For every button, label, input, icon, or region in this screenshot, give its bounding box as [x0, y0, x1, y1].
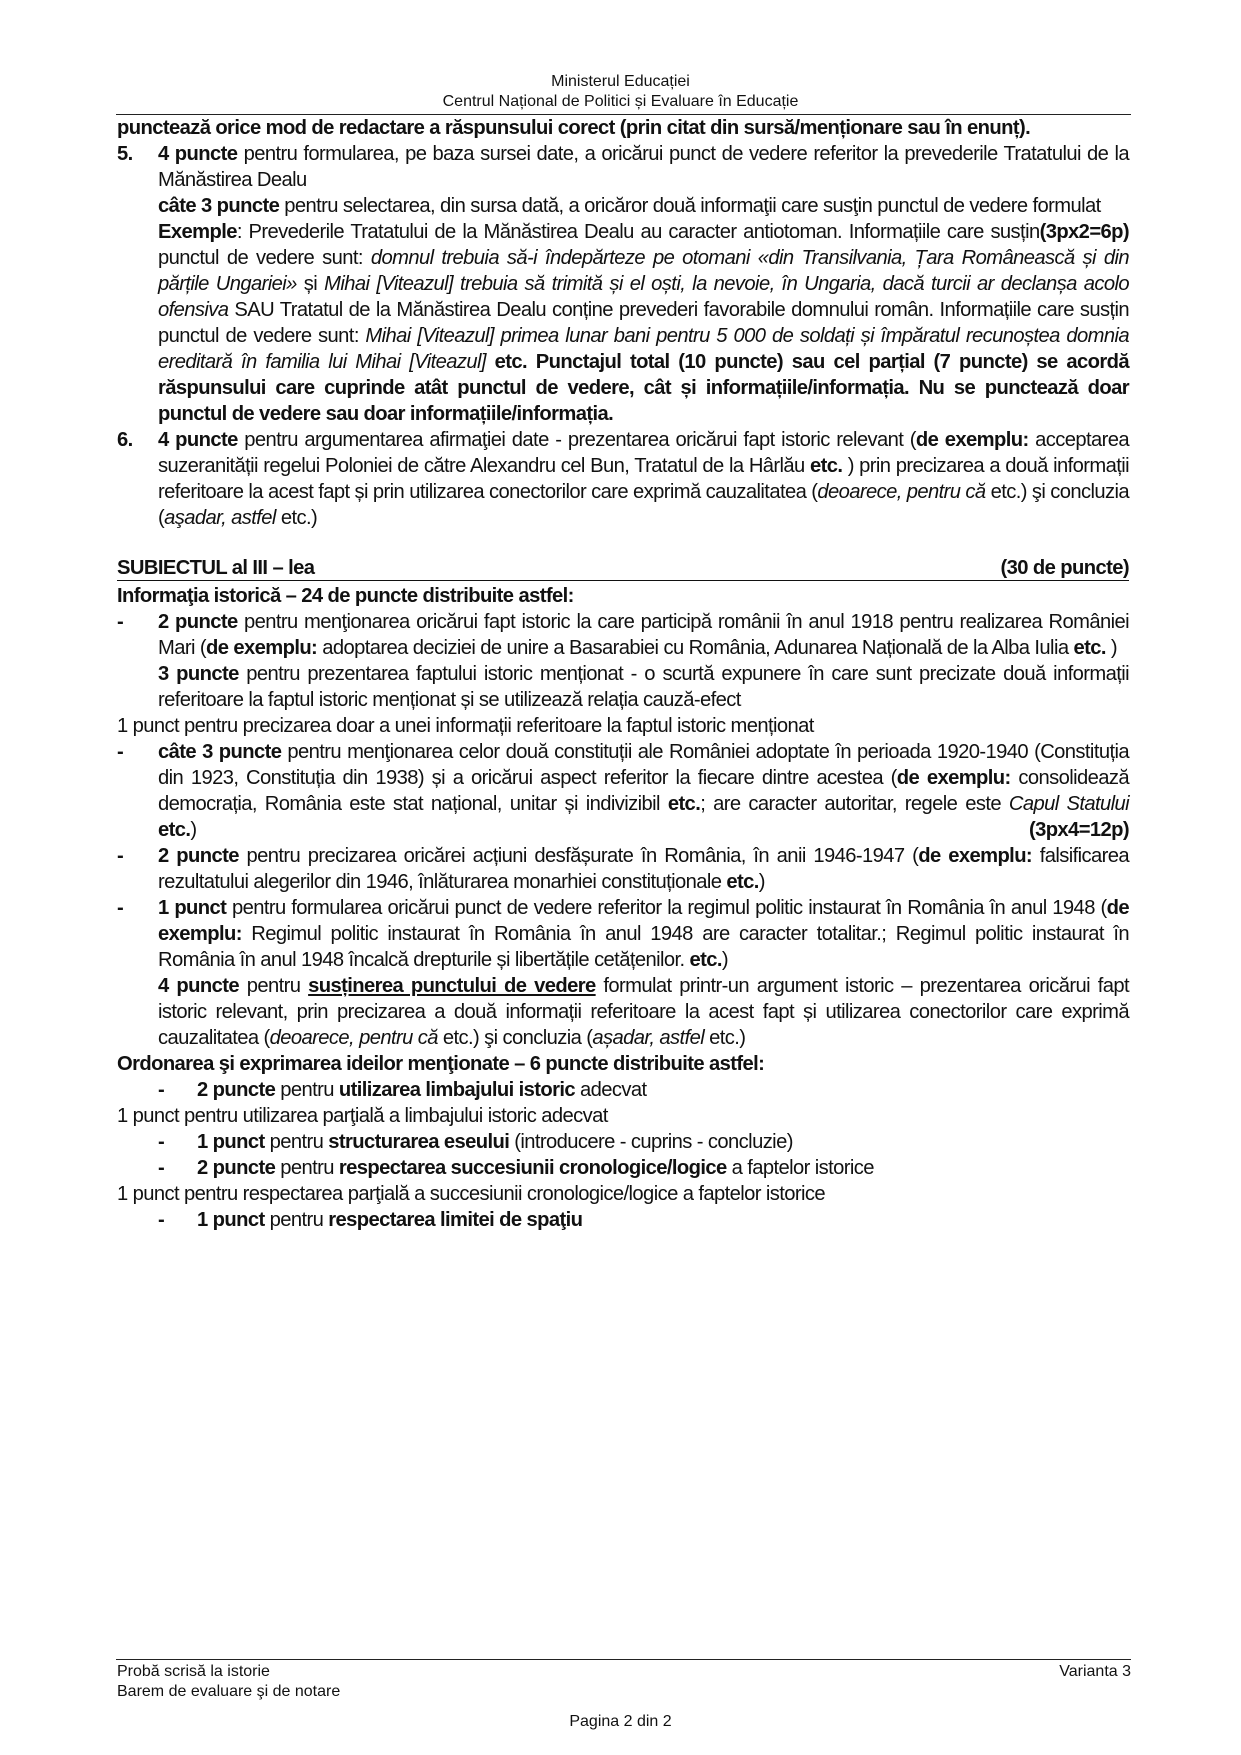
points-label: 4 puncte [158, 429, 238, 451]
points-label: 4 puncte [158, 143, 238, 165]
dash-bullet: - [117, 741, 124, 763]
text: SAU Tratatul de la Mănăstirea Dealu conține prevederi favorabile domnului român. Informațiile care susțin punctul de vedere sunt: [158, 299, 1129, 347]
order-criterion-3 [158, 1155, 1129, 1181]
text: pentru formularea oricărui punct de vedere referitor la regimul politic instaurat în România în anul 1948 ( [226, 897, 1107, 919]
header-center: Centrul Național de Politici și Evaluare în Educație [442, 93, 799, 110]
points-label: câte 3 puncte [158, 741, 282, 763]
points-label: 1 punct [197, 1209, 265, 1231]
partial-score-line: 1 punct pentru utilizarea parţială a limbajului istoric adecvat [117, 1105, 608, 1127]
text: adoptarea deciziei de unire a Basarabiei cu România, Adunarea Națională de la Alba Iulia [317, 637, 1074, 659]
criterion-c [117, 843, 1129, 895]
item-number: 6. [117, 429, 133, 451]
text: a faptelor istorice [726, 1157, 874, 1179]
points-label: 4 puncte [158, 975, 239, 997]
examples-paragraph [158, 219, 1129, 427]
text: : Prevederile Tratatului de la Mănăstirea Dealu au caracter antiotoman. Informațiile care susțin punctul de vedere sunt: [158, 221, 1040, 269]
text: pentru [275, 1079, 339, 1101]
quote: domnul trebuia să-i îndepărteze pe otomani «din Transilvania, Țara Românească și din părțile Ungariei» [158, 247, 1129, 295]
text-bold: de exemplu: [896, 767, 1011, 789]
subject-heading [117, 557, 1129, 581]
continuation-text: punctează orice mod de redactare a răspunsului corect (prin citat din sursă/menționare sau în enunț). [117, 117, 1031, 139]
text: pentru [275, 1157, 339, 1179]
order-criterion-1 [158, 1077, 1129, 1103]
text-bold: respectarea limitei de spaţiu [328, 1209, 583, 1231]
info-heading: Informaţia istorică – 24 de puncte distribuite astfel: [117, 585, 574, 607]
text: etc.) şi concluzia ( [437, 1027, 593, 1049]
points-label: 2 puncte [197, 1157, 276, 1179]
partial-score-line: 1 punct pentru respectarea parţială a succesiunii cronologice/logice a faptelor istorice [117, 1183, 826, 1205]
footer-variant: Varianta 3 [1059, 1663, 1131, 1680]
text-bold: de exemplu: [205, 637, 318, 659]
text: pentru [264, 1131, 329, 1153]
text-italic: deoarece, pentru că [817, 481, 986, 503]
quote: Mihai [Viteazul] trebuia să trimită și el oști, la nevoie, în Ungaria, dacă turcii ar declanșa acolo ofensiva [158, 273, 1129, 321]
text: pentru [238, 975, 309, 997]
partial-score-line: 1 punct pentru precizarea doar a unei informații referitoare la faptul istoric menționat [117, 715, 814, 737]
text: pentru precizarea oricărei acțiuni desfășurate în România, în anii 1946-1947 ( [238, 845, 919, 867]
dash-bullet: - [158, 1079, 165, 1101]
points-label: 2 puncte [158, 845, 239, 867]
text: formulat printr-un argument istoric – prezentarea oricărui fapt istoric relevant, prin precizarea a două informații referitoare la acest fapt și utilizarea conectorilor care exprimă cauzalitatea ( [158, 975, 1129, 1049]
text: etc.) [704, 1027, 746, 1049]
text: pentru argumentarea afirmaţiei date - prezentarea oricărui fapt istoric relevant ( [237, 429, 916, 451]
criterion-text: pentru selectarea, din sursa dată, a oricăror două informaţii care susţin punctul de vedere formulat [279, 195, 1101, 217]
quote: Mihai [Viteazul] primea lunar bani pentru 5 000 de soldați și împăratul recunoștea domnia ereditară în familia lui Mihai [Viteazul] [158, 325, 1129, 373]
text: pentru prezentarea faptului istoric menționat - o scurtă expunere în care sunt precizate două informații referitoare la faptul istoric menționat și se utilizează relația cauză-efect [158, 663, 1129, 711]
order-criterion-4 [158, 1207, 1129, 1233]
text-bold: de exemplu: [158, 897, 1129, 945]
text-bold: etc. [667, 793, 701, 815]
item-6 [117, 427, 1129, 531]
subject-points: (30 de puncte) [1000, 557, 1129, 579]
text: etc.) [275, 507, 318, 529]
text-bold-underline: susținerea punctului de vedere [308, 975, 596, 997]
text: etc.) şi concluzia ( [158, 481, 1130, 529]
criterion-text: pentru formularea, pe baza sursei date, a oricărui punct de vedere referitor la prevederile Tratatului de la Mănăstirea Dealu [158, 143, 1129, 191]
points-label: 1 punct [197, 1131, 265, 1153]
points-label: 1 punct [158, 897, 227, 919]
text-bold: de exemplu: [918, 845, 1033, 867]
order-heading: Ordonarea şi exprimarea ideilor menţionate – 6 puncte distribuite astfel: [117, 1053, 765, 1075]
page-number: Pagina 2 din 2 [569, 1713, 672, 1730]
text: ) prin precizarea a două informații referitoare la acest fapt și prin utilizarea conectorilor care exprimă cauzalitatea ( [158, 455, 1129, 503]
text: falsificarea rezultatului alegerilor din 1946, înlăturarea monarhiei constituționale [158, 845, 1129, 893]
text-bold: etc. [810, 455, 843, 477]
points-label: 3 puncte [158, 663, 239, 685]
header-ministry: Ministerul Educației [551, 73, 690, 90]
text: pentru menţionarea celor două constituții ale României adoptate în perioada 1920-1940 (Constituția din 1923, Constituția din 1938) și a oricărui aspect referitor la fiecare dintre acestea ( [158, 741, 1129, 789]
criterion-b [117, 739, 1129, 843]
text: ) [190, 819, 197, 841]
item-number: 5. [117, 143, 133, 165]
text: ) [758, 871, 765, 893]
footer-doc-type: Barem de evaluare şi de notare [117, 1683, 341, 1700]
text-bold: etc. [1073, 637, 1106, 659]
subject-title: SUBIECTUL al III – lea [117, 557, 315, 579]
dash-bullet: - [158, 1157, 165, 1179]
text-bold: etc. [689, 949, 722, 971]
text-bold: de exemplu: [915, 429, 1029, 451]
text-italic: Capul Statului [1008, 793, 1130, 815]
page-content [117, 115, 1129, 1233]
note-bold: etc. Punctajul total (10 puncte) sau cel parțial (7 puncte) se acordă răspunsului care cuprinde atât punctul de vedere, cât și informațiile/informația. Nu se punctează doar punctul de vedere sau doar informațiile/informația. [158, 351, 1130, 425]
dash-bullet: - [117, 845, 124, 867]
criterion-d [117, 895, 1129, 1051]
text: Regimul politic instaurat în România în anul 1948 are caracter totalitar.; Regimul politic instaurat în România în anul 1948 încalcă drepturile și libertățile cetățenilor. [158, 923, 1129, 971]
order-criterion-2 [158, 1129, 1129, 1155]
text: consolidează democrația, România este stat național, unitar și indivizibil [158, 767, 1129, 815]
text-bold: utilizarea limbajului istoric [338, 1079, 576, 1101]
points-label: 2 puncte [197, 1079, 276, 1101]
dash-bullet: - [158, 1209, 165, 1231]
text-italic: deoarece, pentru că [269, 1027, 438, 1049]
text-italic: aşadar, astfel [164, 507, 276, 529]
footer-exam-name: Probă scrisă la istorie [117, 1663, 270, 1680]
score-formula: (3px4=12p) [1028, 819, 1129, 841]
score-formula: (3px2=6p) [1039, 221, 1129, 243]
dash-bullet: - [158, 1131, 165, 1153]
text: pentru menţionarea oricărui fapt istoric la care participă românii în anul 1918 pentru realizarea României Mari ( [158, 611, 1129, 659]
text-bold: etc. [726, 871, 759, 893]
footer-rule [116, 1659, 1131, 1660]
points-label: câte 3 puncte [158, 195, 280, 217]
points-label: 2 puncte [158, 611, 238, 633]
text: și [296, 273, 325, 295]
text: ) [721, 949, 729, 971]
text: ) [1105, 637, 1117, 659]
dash-bullet: - [117, 611, 124, 633]
text: ; are caracter autoritar, regele este [700, 793, 1009, 815]
item-5 [117, 141, 1129, 427]
text: pentru [264, 1209, 329, 1231]
text-bold: etc. [158, 819, 191, 841]
text: acceptarea suzeranității regelui Poloniei de către Alexandru cel Bun, Tratatul de la Hârlău [158, 429, 1129, 477]
text: (introducere - cuprins - concluzie) [509, 1131, 793, 1153]
criterion-a [117, 609, 1129, 713]
text: adecvat [575, 1079, 647, 1101]
text-italic: așadar, astfel [592, 1027, 705, 1049]
text-bold: respectarea succesiunii cronologice/logice [338, 1157, 727, 1179]
examples-label: Exemple [158, 221, 237, 243]
dash-bullet: - [117, 897, 124, 919]
text-bold: structurarea eseului [328, 1131, 510, 1153]
